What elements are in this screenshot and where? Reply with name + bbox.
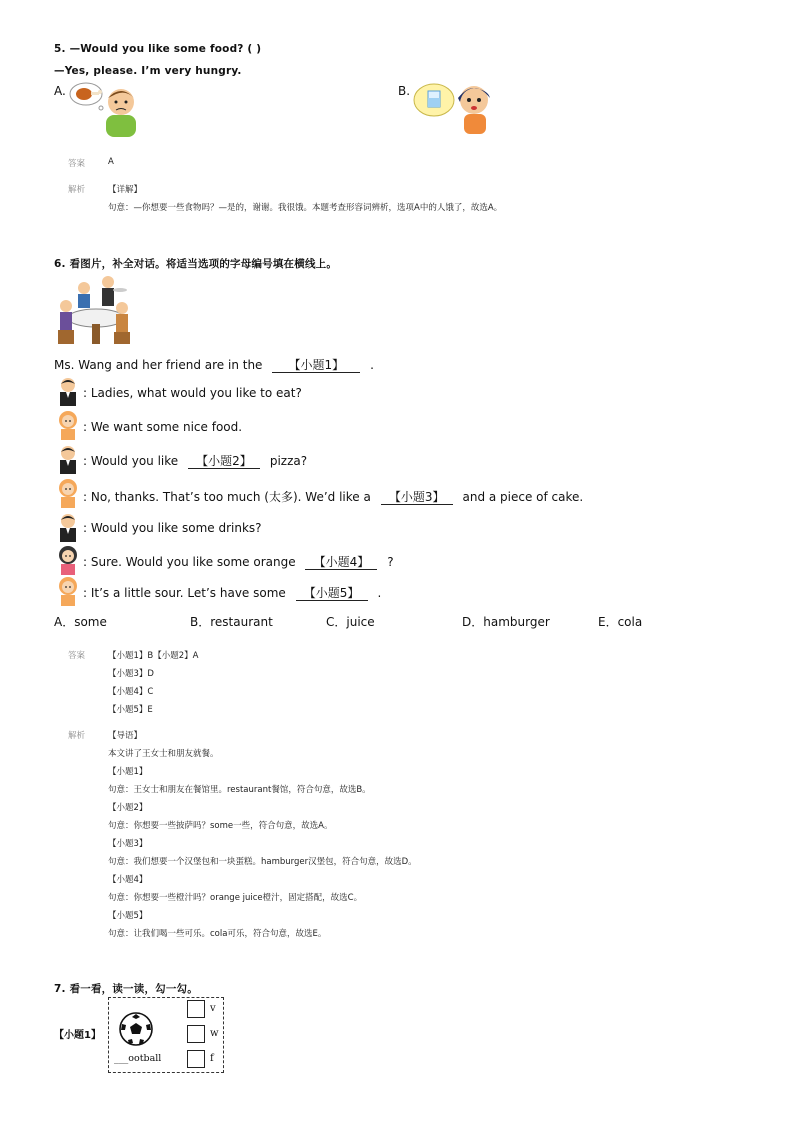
q6-analysis-line: 句意：你想要一些披萨吗？some一些，符合句意，故选A。 xyxy=(108,821,333,831)
waiter-avatar xyxy=(55,512,81,542)
dialog-line-4-text: : No, thanks. That’s too much (太多). We’d like a xyxy=(83,490,371,504)
q6-intro-before: Ms. Wang and her friend are in the xyxy=(54,358,263,372)
q5-number: 5. xyxy=(54,43,66,55)
dialog-line-7-text: : It’s a little sour. Let’s have some xyxy=(83,586,286,600)
q7-instruction: 看一看，读一读，勾一勾。 xyxy=(69,983,198,995)
dialog-line-7 xyxy=(83,586,381,601)
q6-analysis-line: 句意：让我们喝一些可乐。cola可乐，符合句意，故选E。 xyxy=(108,929,327,939)
q6-intro xyxy=(54,358,374,373)
q7-title-row xyxy=(54,981,198,996)
dialog-line-6-post: ? xyxy=(387,555,394,569)
q6-blank-3[interactable]: 【小题3】 xyxy=(381,490,453,505)
q6-option-d[interactable]: D．hamburger xyxy=(462,615,550,629)
q6-analysis-label: 解析 xyxy=(68,731,86,741)
q6-option-e[interactable]: E．cola xyxy=(598,615,643,629)
q5-question: —Would you like some food? ( ) xyxy=(69,43,262,55)
dialog-line-7-post: . xyxy=(377,586,382,600)
q5-option-a-picture[interactable] xyxy=(66,80,146,138)
q5-analysis-head: 【详解】 xyxy=(108,185,143,195)
q5-option-a-label[interactable]: A. xyxy=(54,84,66,98)
q5-analysis-label: 解析 xyxy=(68,185,86,195)
dialog-line-3 xyxy=(83,454,307,469)
q5-analysis-text: 句意：—你想要一些食物吗？—是的，谢谢。我很饿。本题考查形容词辨析，选项A中的人饿了，故选A。 xyxy=(108,203,503,213)
q7-choice-f: f xyxy=(210,1053,214,1064)
q6-analysis-line: 【小题5】 xyxy=(108,911,148,921)
ms-wang-avatar xyxy=(55,576,81,606)
q6-blank-4[interactable]: 【小题4】 xyxy=(305,555,377,570)
q7-checkbox-v[interactable] xyxy=(187,1000,205,1018)
q6-analysis-line: 【小题1】 xyxy=(108,767,148,777)
q5-option-b-label[interactable]: B. xyxy=(398,84,411,98)
q5-answer-label: 答案 xyxy=(68,159,86,169)
q5-answer: A xyxy=(108,157,114,167)
q6-title-row xyxy=(54,256,337,271)
q6-analysis-line: 本文讲了王女士和朋友就餐。 xyxy=(108,749,219,759)
q6-answer-4: 【小题5】E xyxy=(108,705,153,715)
q6-analysis-line: 【小题4】 xyxy=(108,875,148,885)
q6-number: 6. xyxy=(54,258,66,270)
q6-option-c[interactable]: C．juice xyxy=(326,615,375,629)
q6-analysis-line: 句意：你想要一些橙汁吗？orange juice橙汁，固定搭配，故选C。 xyxy=(108,893,363,903)
q6-analysis-line: 句意：王女士和朋友在餐馆里。restaurant餐馆，符合句意，故选B。 xyxy=(108,785,371,795)
dialog-line-2: : We want some nice food. xyxy=(83,420,243,434)
football-icon xyxy=(117,1011,155,1047)
q7-choice-w: w xyxy=(210,1028,219,1039)
q6-restaurant-picture xyxy=(54,274,134,350)
q6-blank-2[interactable]: 【小题2】 xyxy=(188,454,260,469)
dialog-line-6-text: : Sure. Would you like some orange xyxy=(83,555,296,569)
q6-blank-5[interactable]: 【小题5】 xyxy=(296,586,368,601)
q6-answer-2: 【小题3】D xyxy=(108,669,154,679)
dialog-line-4-post: and a piece of cake. xyxy=(462,490,584,504)
q7-checkbox-w[interactable] xyxy=(187,1025,205,1043)
q6-answer-1: 【小题1】B【小题2】A xyxy=(108,651,199,661)
ms-wang-avatar xyxy=(55,478,81,508)
q7-number: 7. xyxy=(54,983,66,995)
q6-analysis-line: 句意：我们想要一个汉堡包和一块蛋糕。hamburger汉堡包，符合句意，故选D。 xyxy=(108,857,417,867)
q7-word: ___ootball xyxy=(114,1053,162,1064)
q6-answer-3: 【小题4】C xyxy=(108,687,154,697)
q5-question-row xyxy=(54,43,261,55)
q7-checkbox-f[interactable] xyxy=(187,1050,205,1068)
q6-intro-after: . xyxy=(370,358,374,372)
dialog-line-6 xyxy=(83,555,394,570)
q6-option-b[interactable]: B．restaurant xyxy=(190,615,273,629)
q5-option-b-picture[interactable] xyxy=(412,80,496,138)
dialog-line-4 xyxy=(83,488,583,505)
waiter-avatar xyxy=(55,376,81,406)
dialog-line-3-text: : Would you like xyxy=(83,454,179,468)
q6-analysis-line: 【导语】 xyxy=(108,731,143,741)
dialog-line-5: : Would you like some drinks? xyxy=(83,521,262,535)
q6-analysis-line: 【小题2】 xyxy=(108,803,148,813)
q7-sub-label: 【小题1】 xyxy=(54,1030,101,1041)
q7-choice-v: v xyxy=(210,1003,216,1014)
q6-instruction: 看图片，补全对话。将适当选项的字母编号填在横线上。 xyxy=(69,258,338,270)
dialog-line-3-post: pizza? xyxy=(269,454,308,468)
friend-avatar xyxy=(55,545,81,575)
q5-answer-line: —Yes, please. I’m very hungry. xyxy=(54,65,242,77)
ms-wang-avatar xyxy=(55,410,81,440)
dialog-line-1: : Ladies, what would you like to eat? xyxy=(83,386,302,400)
q6-option-a[interactable]: A．some xyxy=(54,615,107,629)
waiter-avatar xyxy=(55,444,81,474)
q6-analysis-line: 【小题3】 xyxy=(108,839,148,849)
q6-blank-1[interactable]: 【小题1】 xyxy=(272,358,360,373)
q6-answer-label: 答案 xyxy=(68,651,86,661)
